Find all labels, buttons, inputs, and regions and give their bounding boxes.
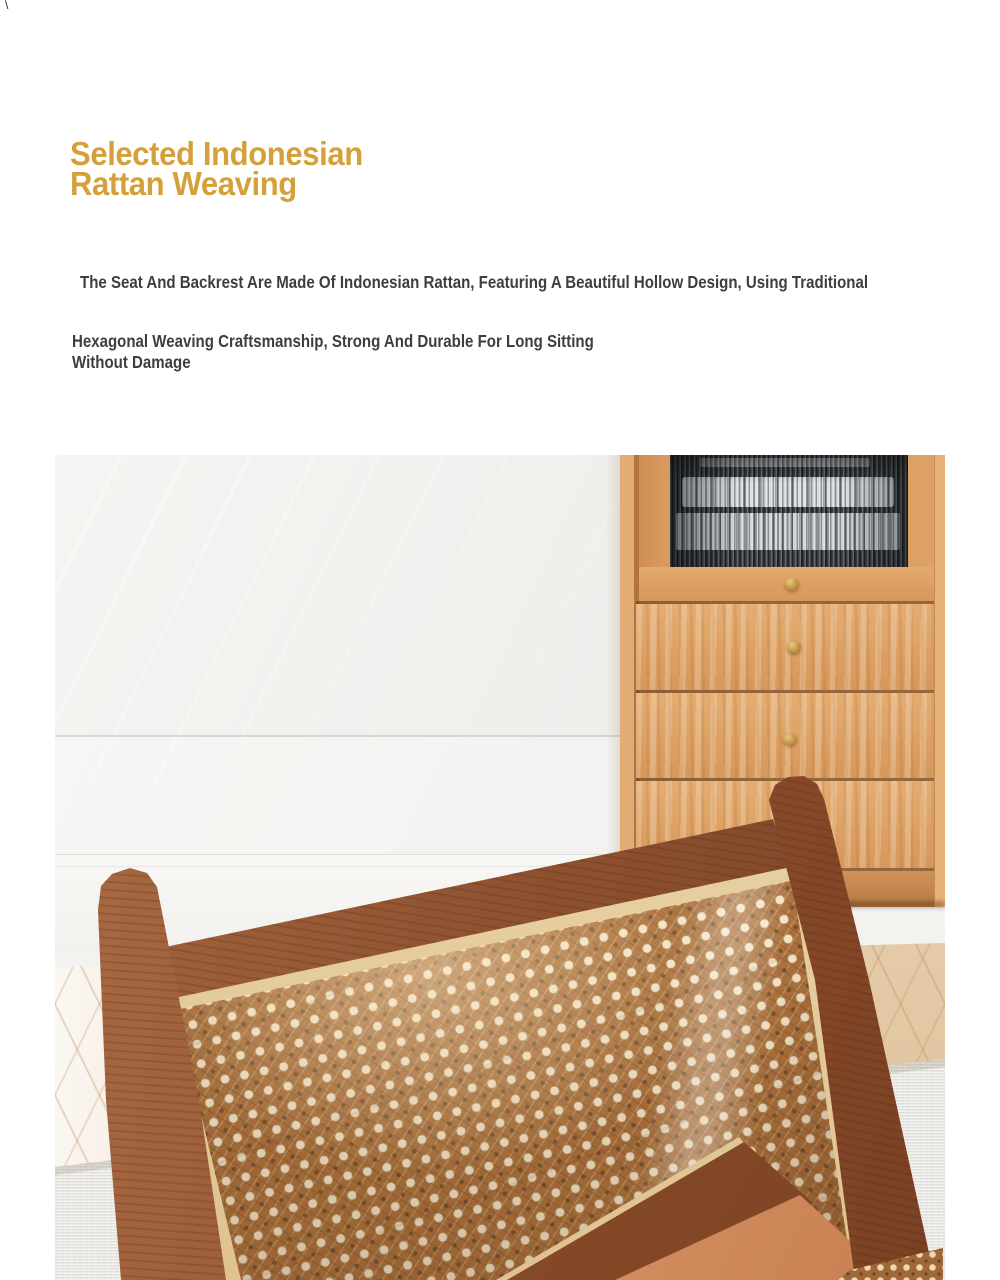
stray-mark: \	[5, 0, 9, 12]
cabinet-wall-shadow	[606, 455, 620, 910]
section-title	[70, 135, 363, 202]
glass-shading	[670, 455, 908, 567]
description-line1: The Seat And Backrest Are Made Of Indonesian Rattan, Featuring A Beautiful Hollow Design, Using Traditional	[80, 272, 869, 292]
description-line3: Without Damage	[72, 352, 191, 372]
fluted-glass-door	[670, 455, 908, 567]
brass-knob	[783, 733, 797, 745]
cabinet-right-side-panel	[934, 455, 945, 907]
brass-knob	[785, 578, 799, 590]
section-title-line2: Rattan Weaving	[70, 165, 297, 202]
description-paragraph2	[72, 331, 594, 373]
drawer-front	[636, 604, 934, 690]
product-photo	[55, 455, 945, 1280]
section-title-line1: Selected Indonesian	[70, 135, 363, 172]
brass-knob	[787, 641, 801, 653]
description-line2: Hexagonal Weaving Craftsmanship, Strong And Durable For Long Sitting	[72, 331, 594, 351]
